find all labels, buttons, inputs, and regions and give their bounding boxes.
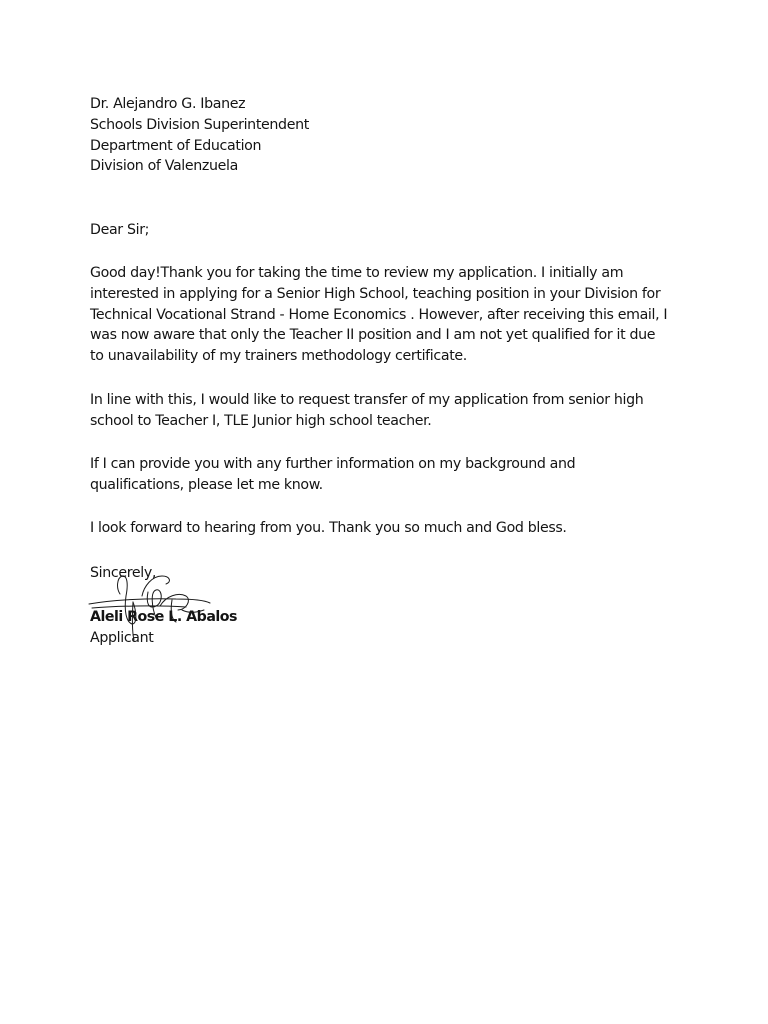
- body-paragraph: If I can provide you with any further information on my background and qualifications, please let me know.: [90, 456, 576, 493]
- body-paragraph: In line with this, I would like to request transfer of my application from senior high school to Teacher I, TLE Junior high school teacher.: [90, 392, 644, 429]
- recipient-department: Department of Education: [90, 137, 262, 154]
- salutation: Dear Sir;: [90, 222, 150, 238]
- body-paragraph: Good day!Thank you for taking the time to review my application. I initially am interested in applying for a Senior High School, teaching position in your Division for Technical Vocational Strand - Home Economics . However, after receiving this email, I was now aware that only the Teacher II position and I am not yet qualified for it due to unavailability of my trainers methodology certificate.: [90, 265, 668, 365]
- recipient-address: [90, 94, 690, 177]
- handwritten-signature: [86, 566, 216, 644]
- closing: Sincerely,: [90, 565, 157, 581]
- sender-name: Aleli Rose L. Abalos: [90, 609, 237, 625]
- sender-role: Applicant: [90, 630, 154, 646]
- recipient-title: Schools Division Superintendent: [90, 116, 309, 133]
- body-paragraph: I look forward to hearing from you. Thank you so much and God bless.: [90, 520, 567, 536]
- recipient-name: Dr. Alejandro G. Ibanez: [90, 96, 246, 112]
- recipient-division: Division of Valenzuela: [90, 158, 238, 175]
